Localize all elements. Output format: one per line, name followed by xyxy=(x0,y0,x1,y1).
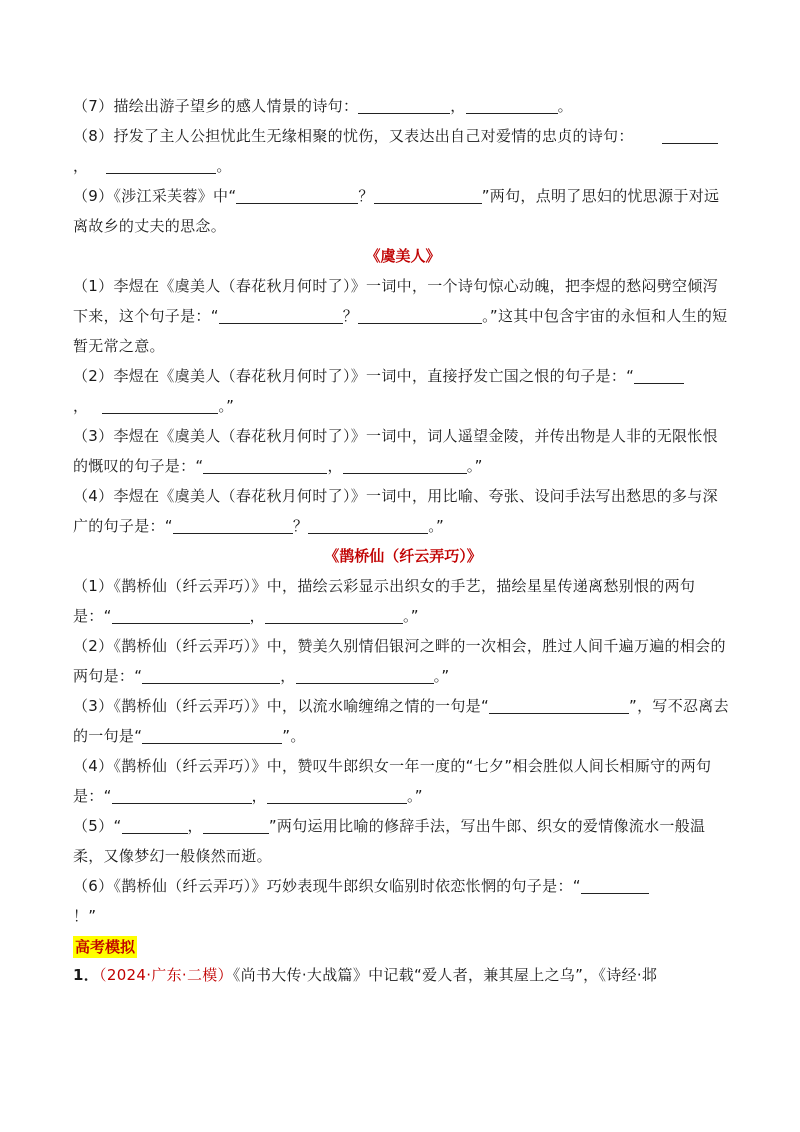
answer-blank[interactable] xyxy=(236,185,358,204)
answer-blank[interactable] xyxy=(358,305,482,324)
gaokao-heading xyxy=(73,934,733,960)
punctuation: 。 xyxy=(216,157,232,175)
answer-blank[interactable] xyxy=(102,395,218,414)
queqiao-question-6 xyxy=(73,871,733,931)
question-text: ”，写不忍离去的一句是“ xyxy=(73,697,729,745)
question-text: （5）“ xyxy=(73,817,122,835)
gaokao-label: 高考模拟 xyxy=(75,938,136,956)
question-text: （2）《鹊桥仙（纤云弄巧）》中，赞美久别情侣银河之畔的一次相会，胜过人间千遍万遍的相会的两句是：“ xyxy=(73,637,726,685)
punctuation: ？ xyxy=(358,187,374,205)
question-text: （1）李煜在《虞美人（春花秋月何时了）》一词中，一个诗句惊心动魄，把李煜的愁闷劈空倾泻下来，这个句子是：“ xyxy=(73,277,718,325)
question-text: ”两句运用比喻的修辞手法，写出牛郎、织女的爱情像流水一般温柔，又像梦幻一般倏然而逝。 xyxy=(73,817,706,865)
question-text: （3）《鹊桥仙（纤云弄巧）》中，以流水喻缠绵之情的一句是“ xyxy=(73,697,490,715)
queqiao-question-3 xyxy=(73,691,733,751)
punctuation: ， xyxy=(187,817,203,835)
punctuation: ， xyxy=(327,457,343,475)
section-title-yumeiren: 《虞美人》 xyxy=(365,247,441,265)
content-area xyxy=(73,91,733,990)
punctuation: ？ xyxy=(342,307,359,325)
answer-blank[interactable] xyxy=(203,455,327,474)
punctuation: 。” xyxy=(218,397,235,415)
queqiao-question-1 xyxy=(73,571,733,631)
exercise-1 xyxy=(73,960,733,990)
answer-blank[interactable] xyxy=(374,185,482,204)
punctuation: ？ xyxy=(292,517,309,535)
queqiao-question-2 xyxy=(73,631,733,691)
punctuation: ”。 xyxy=(282,727,306,745)
punctuation: ！” xyxy=(73,907,97,925)
question-text: 。”这其中包含宇宙的永恒和人生的短暂无常之意。 xyxy=(73,307,728,355)
punctuation: 。” xyxy=(402,607,419,625)
question-text: （8）抒发了主人公担忧此生无缘相聚的忧伤，又表达出自己对爱情的忠贞的诗句： xyxy=(73,127,634,145)
question-text: （9）《涉江采芙蓉》中“ xyxy=(73,187,237,205)
punctuation: 。” xyxy=(466,457,483,475)
yumeiren-question-2 xyxy=(73,361,733,421)
answer-blank[interactable] xyxy=(265,605,403,624)
answer-blank[interactable] xyxy=(581,875,649,894)
punctuation: ， xyxy=(251,787,267,805)
exercise-text: 《尚书大传·大战篇》中记载“爱人者，兼其屋上之乌”，《诗经·邶 xyxy=(232,966,658,984)
question-8 xyxy=(73,121,733,181)
answer-blank[interactable] xyxy=(203,815,269,834)
answer-blank[interactable] xyxy=(112,785,252,804)
yumeiren-question-4 xyxy=(73,481,733,541)
punctuation: 。” xyxy=(433,667,450,685)
question-text: （4）李煜在《虞美人（春花秋月何时了）》一词中，用比喻、夸张、设问手法写出愁思的多与深广的句子是：“ xyxy=(73,487,718,535)
punctuation: ， xyxy=(280,667,296,685)
punctuation: ， xyxy=(249,607,265,625)
answer-blank[interactable] xyxy=(662,125,718,144)
question-text: ”两句，点明了思妇的忧思源于对远离故乡的丈夫的思念。 xyxy=(73,187,720,235)
answer-blank[interactable] xyxy=(122,815,188,834)
answer-blank[interactable] xyxy=(219,305,343,324)
question-text: （2）李煜在《虞美人（春花秋月何时了）》一词中，直接抒发亡国之恨的句子是：“ xyxy=(73,367,635,385)
answer-blank[interactable] xyxy=(142,725,282,744)
yumeiren-question-1 xyxy=(73,271,733,361)
question-9 xyxy=(73,181,733,241)
question-text: （7）描绘出游子望乡的感人情景的诗句： xyxy=(73,97,359,115)
question-text: （3）李煜在《虞美人（春花秋月何时了）》一词中，词人遥望金陵，并传出物是人非的无限怅恨的慨叹的句子是：“ xyxy=(73,427,718,475)
queqiao-question-4 xyxy=(73,751,733,811)
punctuation: 。 xyxy=(557,97,573,115)
answer-blank[interactable] xyxy=(173,515,293,534)
answer-blank[interactable] xyxy=(142,665,280,684)
queqiao-question-5 xyxy=(73,811,733,871)
punctuation: ， xyxy=(450,97,466,115)
yumeiren-question-3 xyxy=(73,421,733,481)
answer-blank[interactable] xyxy=(343,455,467,474)
punctuation: ， xyxy=(73,397,89,415)
question-7 xyxy=(73,91,733,121)
answer-blank[interactable] xyxy=(267,785,407,804)
section-title-queqiaoxian: 《鹊桥仙（纤云弄巧）》 xyxy=(324,547,482,565)
answer-blank[interactable] xyxy=(296,665,434,684)
answer-blank[interactable] xyxy=(112,605,250,624)
question-text: （6）《鹊桥仙（纤云弄巧）》巧妙表现牛郎织女临别时依恋怅惘的句子是：“ xyxy=(73,877,581,895)
answer-blank[interactable] xyxy=(308,515,428,534)
exercise-source: （2024·广东·二模） xyxy=(99,966,233,984)
answer-blank[interactable] xyxy=(358,95,450,114)
question-text: （1）《鹊桥仙（纤云弄巧）》中，描绘云彩显示出织女的手艺，描绘星星传递离愁别恨的两句是：“ xyxy=(73,577,696,625)
question-text: （4）《鹊桥仙（纤云弄巧）》中，赞叹牛郎织女一年一度的“七夕”相会胜似人间长相厮守的两句是：“ xyxy=(73,757,712,805)
exercise-number: 1． xyxy=(73,966,100,984)
punctuation: ， xyxy=(73,157,89,175)
answer-blank[interactable] xyxy=(489,695,629,714)
answer-blank[interactable] xyxy=(106,155,216,174)
answer-blank[interactable] xyxy=(634,365,684,384)
punctuation: 。” xyxy=(406,787,423,805)
answer-blank[interactable] xyxy=(466,95,558,114)
punctuation: 。” xyxy=(428,517,445,535)
